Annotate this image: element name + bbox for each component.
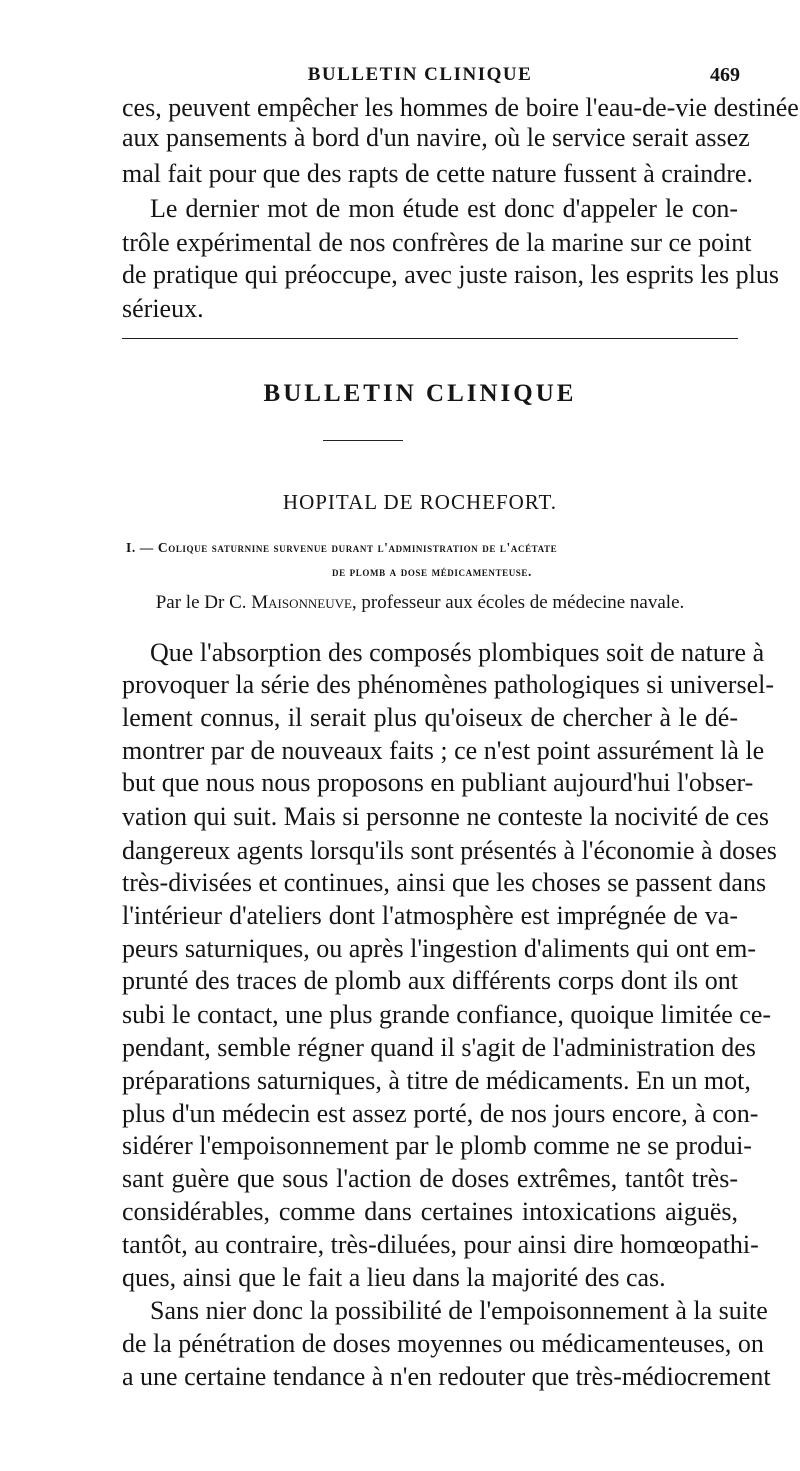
running-title: BULLETIN CLINIQUE	[307, 64, 533, 85]
intro-line: mal fait pour que des rapts de cette nature fussent à craindre.	[122, 159, 753, 188]
case-title-line: I. — Colique saturnine survenue durant l'administration de l'acétate	[126, 540, 558, 555]
body-line: ques, ainsi que le fait a lieu dans la majorité des cas.	[122, 1263, 666, 1292]
body-line: préparations saturniques, à titre de médicaments. En un mot,	[122, 1066, 751, 1095]
body-line: l'intérieur d'ateliers dont l'atmosphère est imprégnée de va-	[122, 901, 738, 930]
body-line: Que l'absorption des composés plombiques soit de nature à	[150, 638, 765, 667]
intro-line: sérieux.	[122, 294, 204, 323]
section-title: BULLETIN CLINIQUE	[263, 380, 577, 407]
body-line: considérables, comme dans certaines intoxications aiguës,	[122, 1197, 738, 1226]
body-line: pendant, semble régner quand il s'agit de l'administration des	[122, 1033, 756, 1062]
body-line: tantôt, au contraire, très-diluées, pour ainsi dire homœopathi-	[122, 1230, 759, 1259]
body-line: sidérer l'empoisonnement par le plomb comme ne se produi-	[122, 1131, 752, 1160]
page-number: 469	[710, 64, 740, 86]
body-line: lement connus, il serait plus qu'oiseux de chercher à le dé-	[122, 703, 738, 732]
body-line: plus d'un médecin est assez porté, de nos jours encore, à con-	[122, 1099, 759, 1128]
body-line: but que nous nous proposons en publiant aujourd'hui l'obser-	[122, 768, 754, 797]
section-divider	[122, 338, 738, 339]
body-line: sant guère que sous l'action de doses extrêmes, tantôt très-	[122, 1164, 738, 1193]
body-line: montrer par de nouveaux faits ; ce n'est point assurément là le	[122, 736, 765, 765]
author-line	[100, 592, 740, 614]
body-line: provoquer la série des phénomènes pathologiques si universel-	[122, 670, 774, 699]
case-title-line: de plomb a dose médicamenteuse.	[332, 564, 532, 579]
intro-line: Le dernier mot de mon étude est donc d'appeler le con-	[150, 194, 738, 223]
body-line: dangereux agents lorsqu'ils sont présentés à l'économie à doses	[122, 836, 777, 865]
body-line: a une certaine tendance à n'en redouter que très-médiocrement	[122, 1362, 771, 1391]
running-head	[100, 64, 740, 94]
body-line: de la pénétration de doses moyennes ou médicamenteuses, on	[122, 1329, 764, 1358]
title-divider	[323, 440, 403, 441]
body-line: très-divisées et continues, ainsi que les choses se passent dans	[122, 868, 767, 897]
intro-line: de pratique qui préoccupe, avec juste raison, les esprits les plus	[122, 260, 780, 289]
body-line: vation qui suit. Mais si personne ne conteste la nocivité de ces	[122, 802, 769, 831]
author-name: Maisonneuve	[251, 592, 352, 613]
author-prefix: Par le Dr C.	[155, 592, 252, 613]
body-line: peurs saturniques, ou après l'ingestion d'aliments qui ont em-	[122, 934, 756, 963]
hospital-heading: HOPITAL DE ROCHEFORT.	[282, 490, 558, 514]
intro-line: trôle expérimental de nos confrères de la marine sur ce point	[122, 228, 752, 257]
body-line: prunté des traces de plomb aux différents corps dont ils ont	[122, 966, 738, 995]
body-line: subi le contact, une plus grande confiance, quoique limitée ce-	[122, 1000, 772, 1029]
author-suffix: , professeur aux écoles de médecine navale.	[351, 592, 685, 613]
body-line: Sans nier donc la possibilité de l'empoisonnement à la suite	[150, 1296, 768, 1325]
intro-line: aux pansements à bord d'un navire, où le service serait assez	[122, 123, 750, 152]
intro-line: ces, peuvent empêcher les hommes de boire l'eau-de-vie destinée	[122, 93, 799, 122]
